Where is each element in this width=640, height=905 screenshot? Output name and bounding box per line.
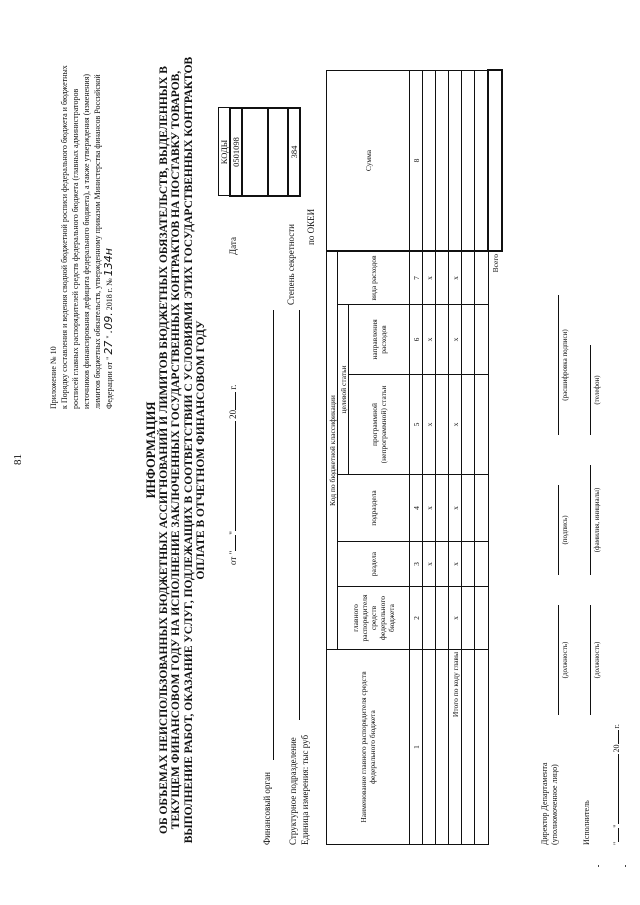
table-row [436,71,449,845]
col-target-group-header: целевой статьи [338,305,349,475]
scan-dot [598,865,599,867]
table-row [462,71,475,845]
appendix-date-prefix: Федерации от " [105,356,114,409]
appendix-order-number: 134н [102,248,115,277]
col-grbs-header: главного распорядителя средств федерального бюджета [338,587,410,650]
executor-name-line [590,465,591,575]
col-sum-header: Сумма [327,71,410,252]
appendix-line: росписей главных распорядителей средств федерального бюджета (главных администраторов [71,88,80,409]
page-number: 81 [12,454,24,465]
unit-of-measure-label: Единица измерения: тыс руб [300,734,310,845]
table-row-total-chapter: Итого по коду главы x x x x x x [449,71,462,845]
col-direction-header: направления расходов [349,305,410,375]
financial-body-line [273,310,274,760]
col-section-header: раздела [338,542,410,587]
col-subsection-header: подраздела [338,475,410,542]
rotated-form: 81 Приложение № 10 к Порядку составления и ведения сводной бюджетной росписи федерального бюджета и бюджетных росписей главных распорядителей средств федерального бюджета (главных администраторов источников финансирования дефицита федерального бюджета), а также утверждения (изменения) лимитов бюджетных обязательств, утвержденному приказом Министерства финансов Российской Федерации от " 27 " .09. 2018 г. № 134н ИНФОРМАЦИЯ ОБ ОБЪЕМАХ НЕИСПОЛЬЗОВАННЫХ БЮДЖЕТНЫХ АССИГНОВАНИЙ И ЛИМИТОВ БЮДЖЕТНЫХ ОБЯЗАТЕЛЬСТВ, ВЫДЕЛЕННЫХ В ТЕКУЩЕМ ФИНАНСОВОМ ГОДУ НА ИСПОЛНЕНИЕ ЗАКЛЮЧЕННЫХ ГОСУДАРСТВЕННЫХ КОНТРАКТОВ НА ПОСТАВКУ ТОВАРОВ, ВЫПОЛНЕНИЕ РАБОТ, ОКАЗАНИЕ УСЛУГ, ПОДЛЕЖАЩИХ В СООТВЕТСТВИИ С УСЛОВИЯМИ ЭТИХ ГОСУДАРСТВЕННЫХ КОНТРАКТОВ ОПЛАТЕ В ОТЧЕТНОМ ФИНАНСОВОМ ГОДУ от "" 20 г. Дата Финансовый орган Структурное подразделение Степень секретности Единица измерения: тыс руб по ОКЕИ КОДЫ 0501098 384 Наименование главного распорядителя средств федерального бюджета Код по бюджетной классификации Сумма главного распорядителя средств федерального бюджета раздела подраздела целевой статьи вида расходов программной (непрограммной) статьи направления расходов 1 2 3 4 5 6 7 8 x x x x x Итого по коду главы x x x x x x Всего Директор Департамента (уполномоченное лицо) (должность) (подпись) (расшифровка подписи) Исполнитель (должность) (фамилия, инициалы) (телефон) "" 20 г. [0,0,640,905]
document-title [145,25,208,875]
date-code-cell [242,108,268,196]
codes-table [218,107,301,197]
director-signature-line [558,485,559,575]
appendix-line: к Порядку составления и ведения сводной бюджетной росписи федерального бюджета и бюджетных [60,65,69,409]
total-label: Всего [490,254,500,273]
structural-unit-line [299,310,300,720]
main-table [326,70,503,846]
total-sum-cell [488,71,502,252]
table-row [475,71,489,845]
table-row-numbers: 1 2 3 4 5 6 7 8 [410,71,423,845]
director-decode-line [558,295,559,435]
appendix-line: лимитов бюджетных обязательств, утвержденному приказом Министерства финансов Российской [93,74,102,409]
table-row-total [488,71,502,845]
total-by-chapter-label: Итого по коду главы [449,650,462,845]
title-line: ВЫПОЛНЕНИЕ РАБОТ, ОКАЗАНИЕ УСЛУГ, ПОДЛЕЖАЩИХ В СООТВЕТСТВИИ С УСЛОВИЯМИ ЭТИХ ГОСУДАРСТВЕННЫХ КОНТРАКТОВ [182,56,195,844]
director-position-line [558,605,559,715]
financial-body-label: Финансовый орган [262,772,272,845]
secrecy-code-cell [268,108,288,196]
appendix-date-month: .09. [102,312,115,334]
report-date: от "" 20 г. [228,384,238,565]
codes-header: КОДЫ [219,108,231,196]
okei-code: 384 [288,108,300,196]
col-group-header: Код по бюджетной классификации [327,251,338,650]
appendix-block [48,65,115,409]
executor-phone-line [590,345,591,435]
appendix-year: 2018 г. № [105,278,114,311]
table-row: x x x x x [423,71,436,845]
title-line: ОБ ОБЪЕМАХ НЕИСПОЛЬЗОВАННЫХ БЮДЖЕТНЫХ АССИГНОВАНИЙ И ЛИМИТОВ БЮДЖЕТНЫХ ОБЯЗАТЕЛЬСТВ, ВЫДЕЛЕННЫХ В [157,66,170,834]
appendix-line: источников финансирования дефицита федерального бюджета), а также утверждения (изменения) [82,73,91,409]
appendix-date-day: 27 [102,340,115,355]
signature-date: "" 20 г. [612,724,621,845]
director-block: Директор Департамента (уполномоченное лицо) [540,762,559,845]
col-name-header: Наименование главного распорядителя средств федерального бюджета [327,650,410,845]
title-line: ОПЛАТЕ В ОТЧЕТНОМ ФИНАНСОВОМ ГОДУ [195,320,207,580]
date-label: Дата [228,237,238,255]
col-program-header: программной (непрограммной) статьи [349,375,410,475]
form-code: 0501098 [230,108,242,196]
executor-position-line [590,605,591,715]
col-expense-type-header: вида расходов [338,251,410,305]
executor-label: Исполнитель [582,800,591,845]
appendix-line: Приложение № 10 [49,346,58,409]
secrecy-label: Степень секретности [286,224,296,305]
structural-unit-label: Структурное подразделение [288,737,298,845]
appendix-date-line: Федерации от " 27 " .09. 2018 г. № 134н [102,248,115,409]
okei-label: по ОКЕИ [306,208,316,245]
title-line: ТЕКУЩЕМ ФИНАНСОВОМ ГОДУ НА ИСПОЛНЕНИЕ ЗАКЛЮЧЕННЫХ ГОСУДАРСТВЕННЫХ КОНТРАКТОВ НА ПОСТАВКУ ТОВАРОВ, [170,70,182,830]
title-main: ИНФОРМАЦИЯ [144,401,158,499]
scan-dot [625,865,626,867]
